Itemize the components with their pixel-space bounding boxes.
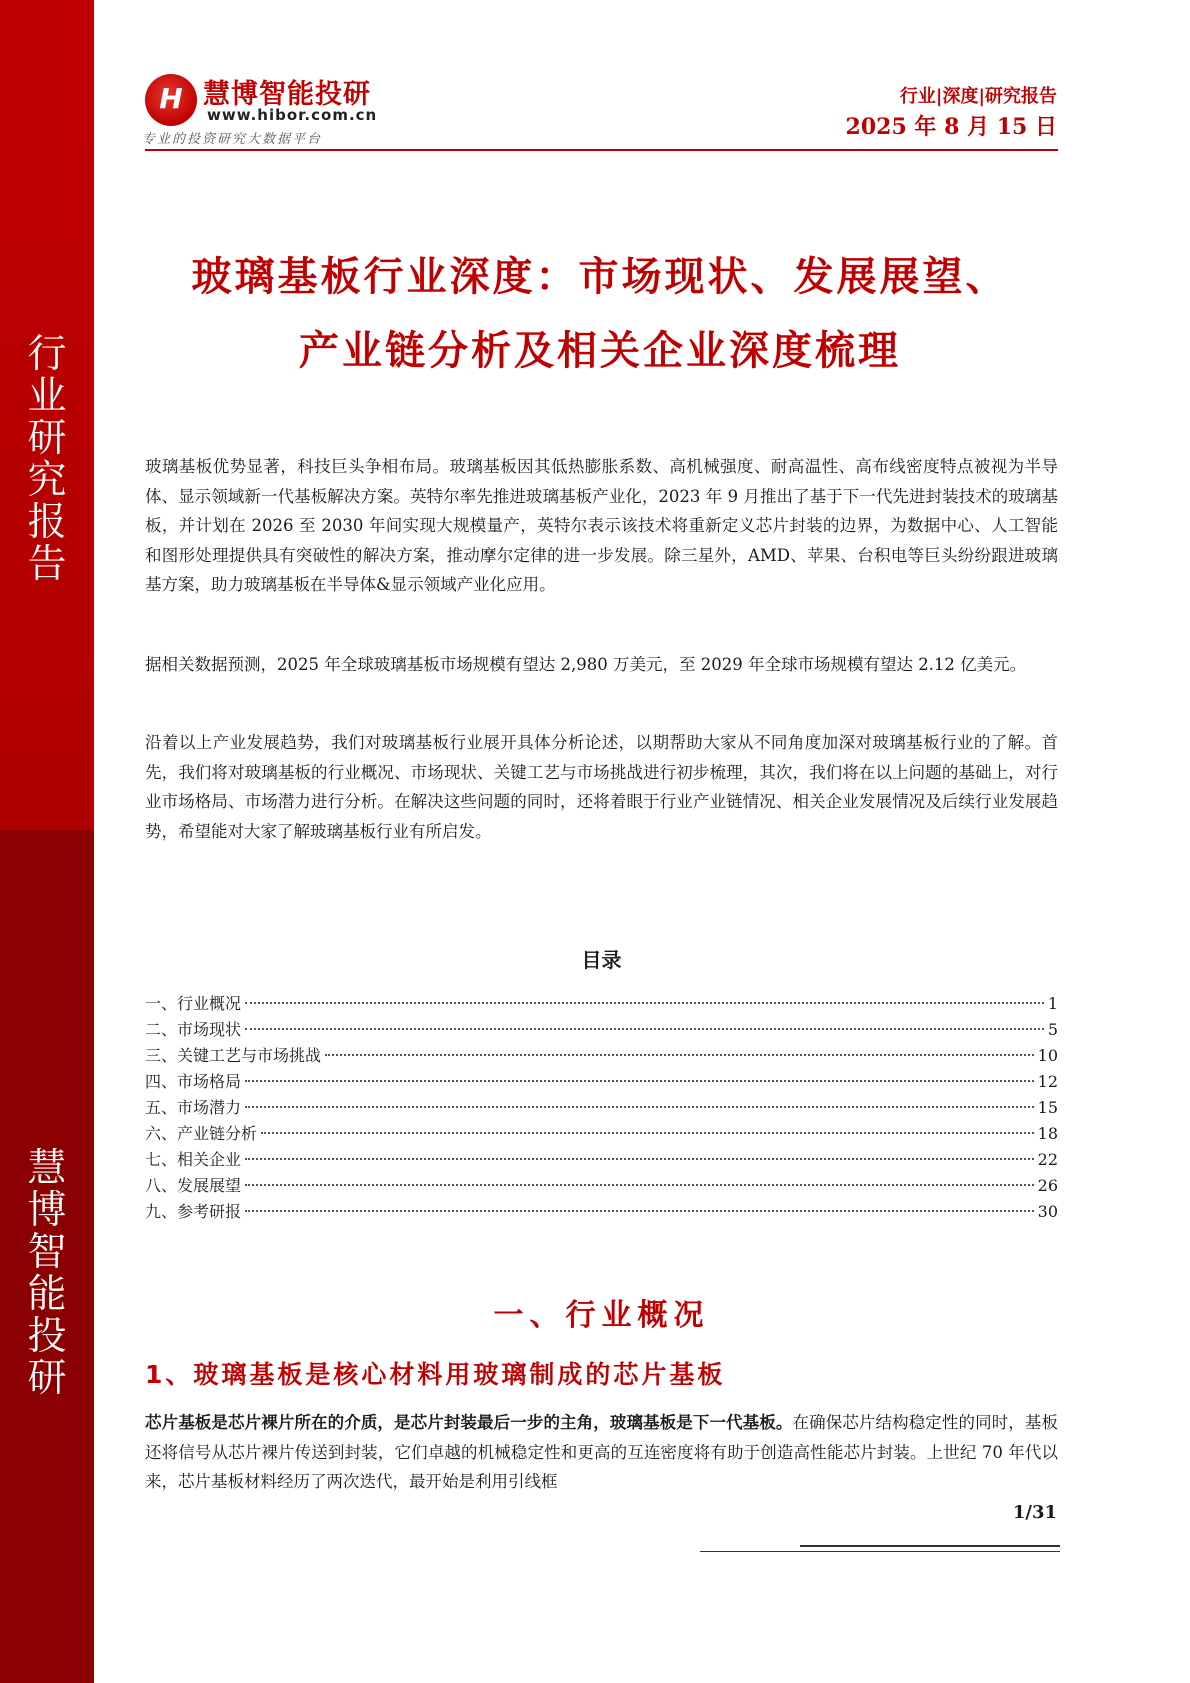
sidebar-char: 究: [27, 458, 67, 503]
toc-item-page: 1: [1047, 994, 1058, 1013]
toc-item-label: 四、市场格局: [145, 1072, 242, 1091]
toc-item-page: 18: [1037, 1124, 1058, 1143]
paragraph-market-size: 据相关数据预测，2025 年全球玻璃基板市场规模有望达 2,980 万美元，至 2029 年全球市场规模有望达 2.12 亿美元。: [145, 655, 1027, 674]
header-divider: [145, 149, 1058, 151]
toc-item[interactable]: [145, 1095, 1058, 1121]
logo-url: www.hibor.com.cn: [207, 106, 378, 124]
sidebar-char: 报: [27, 500, 67, 545]
sidebar-char: 投: [27, 1314, 67, 1359]
toc-item-page: 5: [1047, 1020, 1058, 1039]
paragraph-body: 在确保芯片结构稳定性的同时，基板还将信号从芯片裸片传送到封装，它们卓越的机械稳定性和更高的互连密度将有助于创造高性能芯片封装。上世纪 70 年代以来，芯片基板材料经历了两次迭代，最开始是利用引线框: [145, 1413, 1059, 1491]
toc-item[interactable]: [145, 1173, 1058, 1199]
toc-item-label: 二、市场现状: [145, 1020, 242, 1039]
toc-item-label: 九、参考研报: [145, 1202, 242, 1221]
toc-item-page: 15: [1037, 1098, 1058, 1117]
sidebar-char: 智: [27, 1230, 67, 1275]
toc-item-label: 八、发展展望: [145, 1176, 242, 1195]
logo-mark-icon: H: [145, 74, 197, 126]
subsection-heading: 1、玻璃基板是核心材料用玻璃制成的芯片基板: [145, 1360, 726, 1389]
footer-divider-thin: [700, 1551, 1060, 1552]
toc-leader: [245, 1106, 1034, 1108]
toc-item-page: 12: [1037, 1072, 1058, 1091]
toc-title: 目录: [581, 948, 622, 972]
sidebar-char: 研: [27, 416, 67, 461]
toc-item[interactable]: [145, 1199, 1058, 1225]
sidebar-char: 慧: [27, 1146, 67, 1191]
paragraph-chip-substrate: [145, 1408, 1058, 1497]
sidebar-char: 研: [27, 1356, 67, 1401]
toc-leader: [245, 1210, 1034, 1212]
toc-leader: [325, 1054, 1034, 1056]
brand-logo: [142, 68, 385, 147]
logo-name: 慧博智能投研: [203, 79, 371, 110]
toc-item-label: 五、市场潜力: [145, 1098, 242, 1117]
report-type: 行业|深度|研究报告: [899, 86, 1057, 107]
page-title-line-2: 产业链分析及相关企业深度梳理: [299, 328, 901, 374]
toc-item[interactable]: [145, 1017, 1058, 1043]
toc-item-label: 七、相关企业: [145, 1150, 242, 1169]
toc-item-label: 六、产业链分析: [145, 1124, 258, 1143]
sidebar-char: 行: [27, 332, 67, 377]
page-number: 1/31: [1012, 1502, 1057, 1523]
toc-item-page: 22: [1037, 1150, 1058, 1169]
toc-leader: [261, 1132, 1034, 1134]
report-date: 2025 年 8 月 15 日: [845, 114, 1057, 140]
logo-slogan: 专业的投资研究大数据平台: [142, 132, 323, 147]
footer-divider-thick: [800, 1545, 1060, 1547]
sidebar-char: 博: [27, 1188, 67, 1233]
paragraph-outline: 沿着以上产业发展趋势，我们对玻璃基板行业展开具体分析论述，以期帮助大家从不同角度加深对玻璃基板行业的了解。首先，我们将对玻璃基板的行业概况、市场现状、关键工艺与市场挑战进行初步梳理，其次，我们将在以上问题的基础上，对行业市场格局、市场潜力进行分析。在解决这些问题的同时，还将着眼于行业产业链情况、相关企业发展情况及后续行业发展趋势，希望能对大家了解玻璃基板行业有所启发。: [145, 733, 1058, 841]
toc-item[interactable]: [145, 1069, 1058, 1095]
report-meta: [846, 84, 1057, 144]
toc-leader: [245, 1184, 1034, 1186]
toc-leader: [245, 1002, 1044, 1004]
toc-item-page: 10: [1037, 1046, 1058, 1065]
page-title: [120, 240, 1080, 388]
page-title-line-1: 玻璃基板行业深度：市场现状、发展展望、: [191, 254, 1009, 300]
toc-leader: [245, 1158, 1034, 1160]
toc-leader: [245, 1080, 1034, 1082]
sidebar-char: 告: [27, 542, 67, 587]
toc-item[interactable]: [145, 1147, 1058, 1173]
toc-item-page: 26: [1037, 1176, 1058, 1195]
toc-item[interactable]: [145, 991, 1058, 1017]
toc-item[interactable]: [145, 1043, 1058, 1069]
toc-item-label: 一、行业概况: [145, 994, 242, 1013]
toc-leader: [245, 1028, 1044, 1030]
sidebar-char: 业: [27, 374, 67, 419]
sidebar-label-report-type: [0, 334, 94, 586]
sidebar-char: 能: [27, 1272, 67, 1317]
toc-item-page: 30: [1037, 1202, 1058, 1221]
table-of-contents: [145, 991, 1058, 1225]
sidebar-label-brand: [0, 1148, 94, 1400]
section-heading: 一、行业概况: [493, 1298, 710, 1333]
toc-item-label: 三、关键工艺与市场挑战: [145, 1046, 322, 1065]
paragraph-summary: 玻璃基板优势显著，科技巨头争相布局。玻璃基板因其低热膨胀系数、高机械强度、耐高温性、高布线密度特点被视为半导体、显示领域新一代基板解决方案。英特尔率先推进玻璃基板产业化，2023 年 9 月推出了基于下一代先进封装技术的玻璃基板，并计划在 2026 至 2030 年间实现大规模量产，英特尔表示该技术将重新定义芯片封装的边界，为数据中心、人工智能和图形处理提供具有突破性的解决方案，推动摩尔定律的进一步发展。除三星外，AMD、苹果、台积电等巨头纷纷跟进玻璃基方案，助力玻璃基板在半导体&显示领域产业化应用。: [145, 457, 1058, 594]
paragraph-lead-bold: 芯片基板是芯片裸片所在的介质，是芯片封装最后一步的主角，玻璃基板是下一代基板。: [145, 1413, 793, 1432]
toc-item[interactable]: [145, 1121, 1058, 1147]
